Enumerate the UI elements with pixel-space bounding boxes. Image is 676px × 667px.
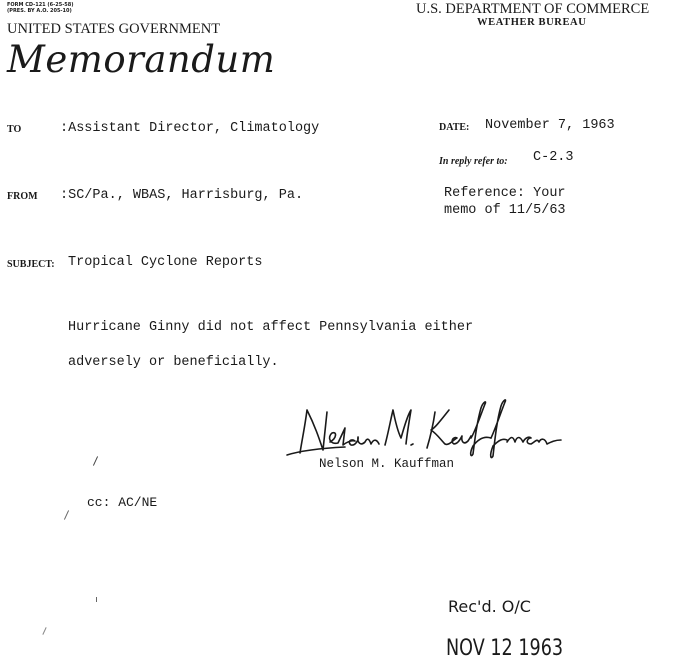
reference-line2: memo of 11/5/63 bbox=[444, 203, 566, 218]
subject-value: Tropical Cyclone Reports bbox=[68, 255, 263, 270]
typed-signer-name: Nelson M. Kauffman bbox=[319, 457, 455, 471]
stray-mark bbox=[93, 456, 98, 465]
to-label: TO bbox=[7, 124, 22, 135]
from-label: FROM bbox=[7, 191, 38, 202]
government-heading: UNITED STATES GOVERNMENT bbox=[7, 21, 221, 37]
stray-mark bbox=[42, 627, 46, 635]
cc-line: cc: AC/NE bbox=[87, 495, 158, 510]
reference-line1: Reference: Your bbox=[444, 186, 566, 201]
date-value: November 7, 1963 bbox=[485, 118, 615, 133]
reply-label: In reply refer to: bbox=[439, 156, 508, 167]
handwritten-signature bbox=[285, 398, 565, 460]
subject-label: SUBJECT: bbox=[7, 259, 55, 270]
stray-mark bbox=[96, 597, 97, 602]
form-number bbox=[7, 2, 74, 14]
body-line-2: adversely or beneficially. bbox=[68, 355, 279, 370]
to-value: :Assistant Director, Climatology bbox=[60, 121, 320, 136]
stray-mark bbox=[64, 510, 69, 519]
department-heading: U.S. DEPARTMENT OF COMMERCE bbox=[416, 1, 650, 17]
body-line-1: Hurricane Ginny did not affect Pennsylvania either bbox=[68, 320, 474, 335]
date-label: DATE: bbox=[439, 122, 470, 133]
reference bbox=[444, 185, 566, 219]
received-date-stamp: NOV 12 1963 bbox=[446, 636, 564, 661]
memo-title: Memorandum bbox=[7, 38, 276, 81]
bureau-heading: WEATHER BUREAU bbox=[477, 17, 587, 28]
received-stamp: Rec'd. O/C bbox=[448, 597, 531, 616]
form-number-line2: (PRES. BY A.O. 205-10) bbox=[7, 8, 72, 14]
reply-value: C-2.3 bbox=[533, 150, 574, 165]
form-number-line1: FORM CD-121 (6-25-58) bbox=[7, 2, 74, 8]
from-value: :SC/Pa., WBAS, Harrisburg, Pa. bbox=[60, 188, 304, 203]
